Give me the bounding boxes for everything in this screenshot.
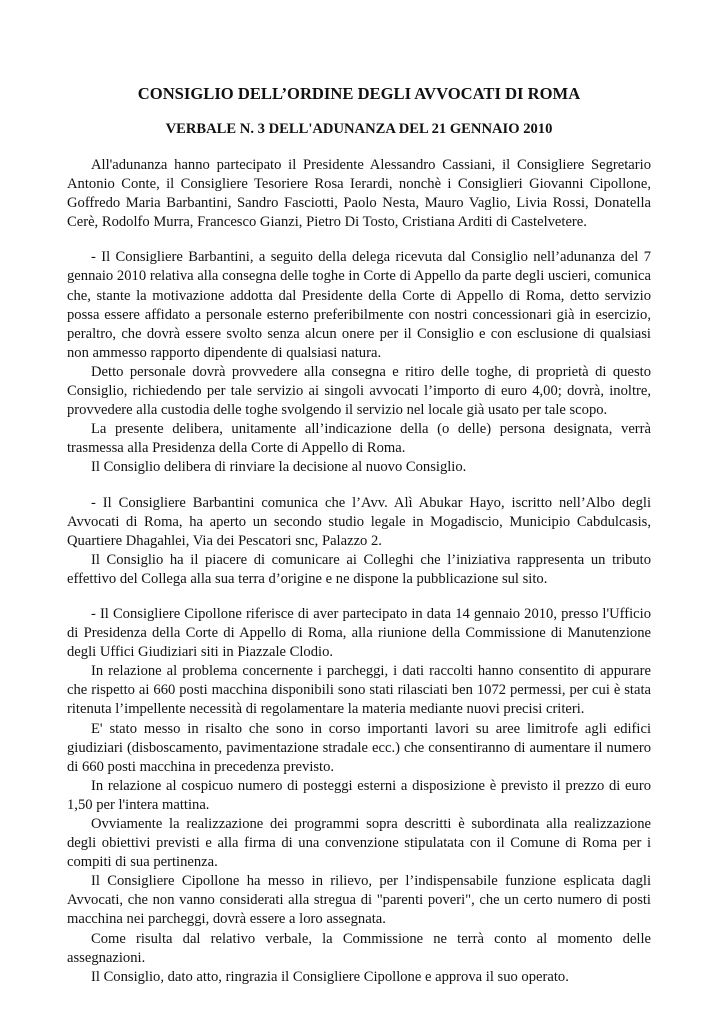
body-paragraph: - Il Consigliere Cipollone riferisce di aver partecipato in data 14 gennaio 2010, presso l'Ufficio di Presidenza della Corte di Appello di Roma, alla riunione della Commissione di Manutenzione degli Uffici Giudiziari siti in Piazzale Clodio. bbox=[67, 605, 651, 661]
body-paragraph: E' stato messo in risalto che sono in corso importanti lavori su aree limitrofe agli edifici giudiziari (disboscamento, pavimentazione stradale ecc.) che consentiranno di aumentare il numero di 660 posti macchina in precedenza previsto. bbox=[67, 720, 651, 775]
body-paragraph: Detto personale dovrà provvedere alla consegna e ritiro delle toghe, di proprietà di questo Consiglio, richiedendo per tale servizio ai singoli avvocati l’importo di euro 4,00; dovrà, inoltre, provvedere alla custodia delle toghe svolgendo il servizio nel locale già usato per tale scopo. bbox=[67, 363, 651, 419]
body-paragraph: - Il Consigliere Barbantini comunica che l’Avv. Alì Abukar Hayo, iscritto nell’Albo degli Avvocati di Roma, ha aperto un secondo studio legale in Mogadiscio, Municipio Cabdulcasis, Quartiere Dhagahlei, Via dei Pescatori snc, Palazzo 2. bbox=[67, 494, 651, 549]
body-paragraph: Come risulta dal relativo verbale, la Commissione ne terrà conto al momento delle assegnazioni. bbox=[67, 930, 651, 966]
body-paragraph: Il Consiglio, dato atto, ringrazia il Consigliere Cipollone e approva il suo operato. bbox=[91, 968, 569, 985]
body-paragraph: Il Consiglio delibera di rinviare la decisione al nuovo Consiglio. bbox=[91, 459, 467, 476]
body-paragraph: Il Consiglio ha il piacere di comunicare ai Colleghi che l’iniziativa rappresenta un tributo effettivo del Collega alla sua terra d’origine e ne dispone la pubblicazione sul sito. bbox=[67, 551, 651, 587]
body-paragraph: In relazione al cospicuo numero di posteggi esterni a disposizione è previsto il prezzo di euro 1,50 per l'intera mattina. bbox=[67, 777, 651, 813]
document-subtitle: VERBALE N. 3 DELL'ADUNANZA DEL 21 GENNAIO 2010 bbox=[165, 121, 553, 137]
body-paragraph: La presente delibera, unitamente all’indicazione della (o delle) persona designata, verrà trasmessa alla Presidenza della Corte di Appello di Roma. bbox=[67, 421, 651, 457]
document-title: CONSIGLIO DELL’ORDINE DEGLI AVVOCATI DI ROMA bbox=[137, 84, 581, 103]
attendance-paragraph: All'adunanza hanno partecipato il Presidente Alessandro Cassiani, il Consigliere Segretario Antonio Conte, il Consigliere Tesoriere Rosa Ierardi, nonchè i Consiglieri Giovanni Cipollone, Goffredo Maria Barbantini, Sandro Fasciotti, Paolo Nesta, Mauro Vaglio, Livia Rossi, Donatella Cerè, Rodolfo Murra, Francesco Gianzi, Pietro Di Tosto, Cristiana Arditi di Castelvetere. bbox=[67, 157, 651, 231]
body-paragraph: - Il Consigliere Barbantini, a seguito della delega ricevuta dal Consiglio nell’adunanza del 7 gennaio 2010 relativa alla consegna delle toghe in Corte di Appello da parte degli uscieri, comunica che, stante la motivazione addotta dal Presidente della Corte di Appello di Roma, detto servizio possa essere affidato a personale esterno preferibilmente con nostri concessionari già in esercizio, peraltro, che dovrà essere svolto senza alcun onere per il Consiglio e con esclusione di qualsiasi non ammesso rapporto dipendente di qualsiasi natura. bbox=[67, 249, 651, 361]
document-page bbox=[67, 84, 651, 987]
body-paragraph: Il Consigliere Cipollone ha messo in rilievo, per l’indispensabile funzione esplicata dagli Avvocati, che non vanno considerati alla stregua di "parenti poveri", che un certo numero di posti macchina nei parcheggi, dovrà essere a loro assegnata. bbox=[67, 873, 651, 928]
body-paragraph: In relazione al problema concernente i parcheggi, i dati raccolti hanno consentito di appurare che rispetto ai 660 posti macchina disponibili sono stati rilasciati ben 1072 permessi, per cui è stata ritenuta l’impellente necessità di regolamentare la materia mediante nuovi precisi criteri. bbox=[67, 663, 651, 718]
body-paragraph: Ovviamente la realizzazione dei programmi sopra descritti è subordinata alla realizzazione degli obiettivi previsti e alla firma di una convenzione stipulatata con il Comune di Roma per i compiti di sua pertinenza. bbox=[67, 816, 651, 871]
